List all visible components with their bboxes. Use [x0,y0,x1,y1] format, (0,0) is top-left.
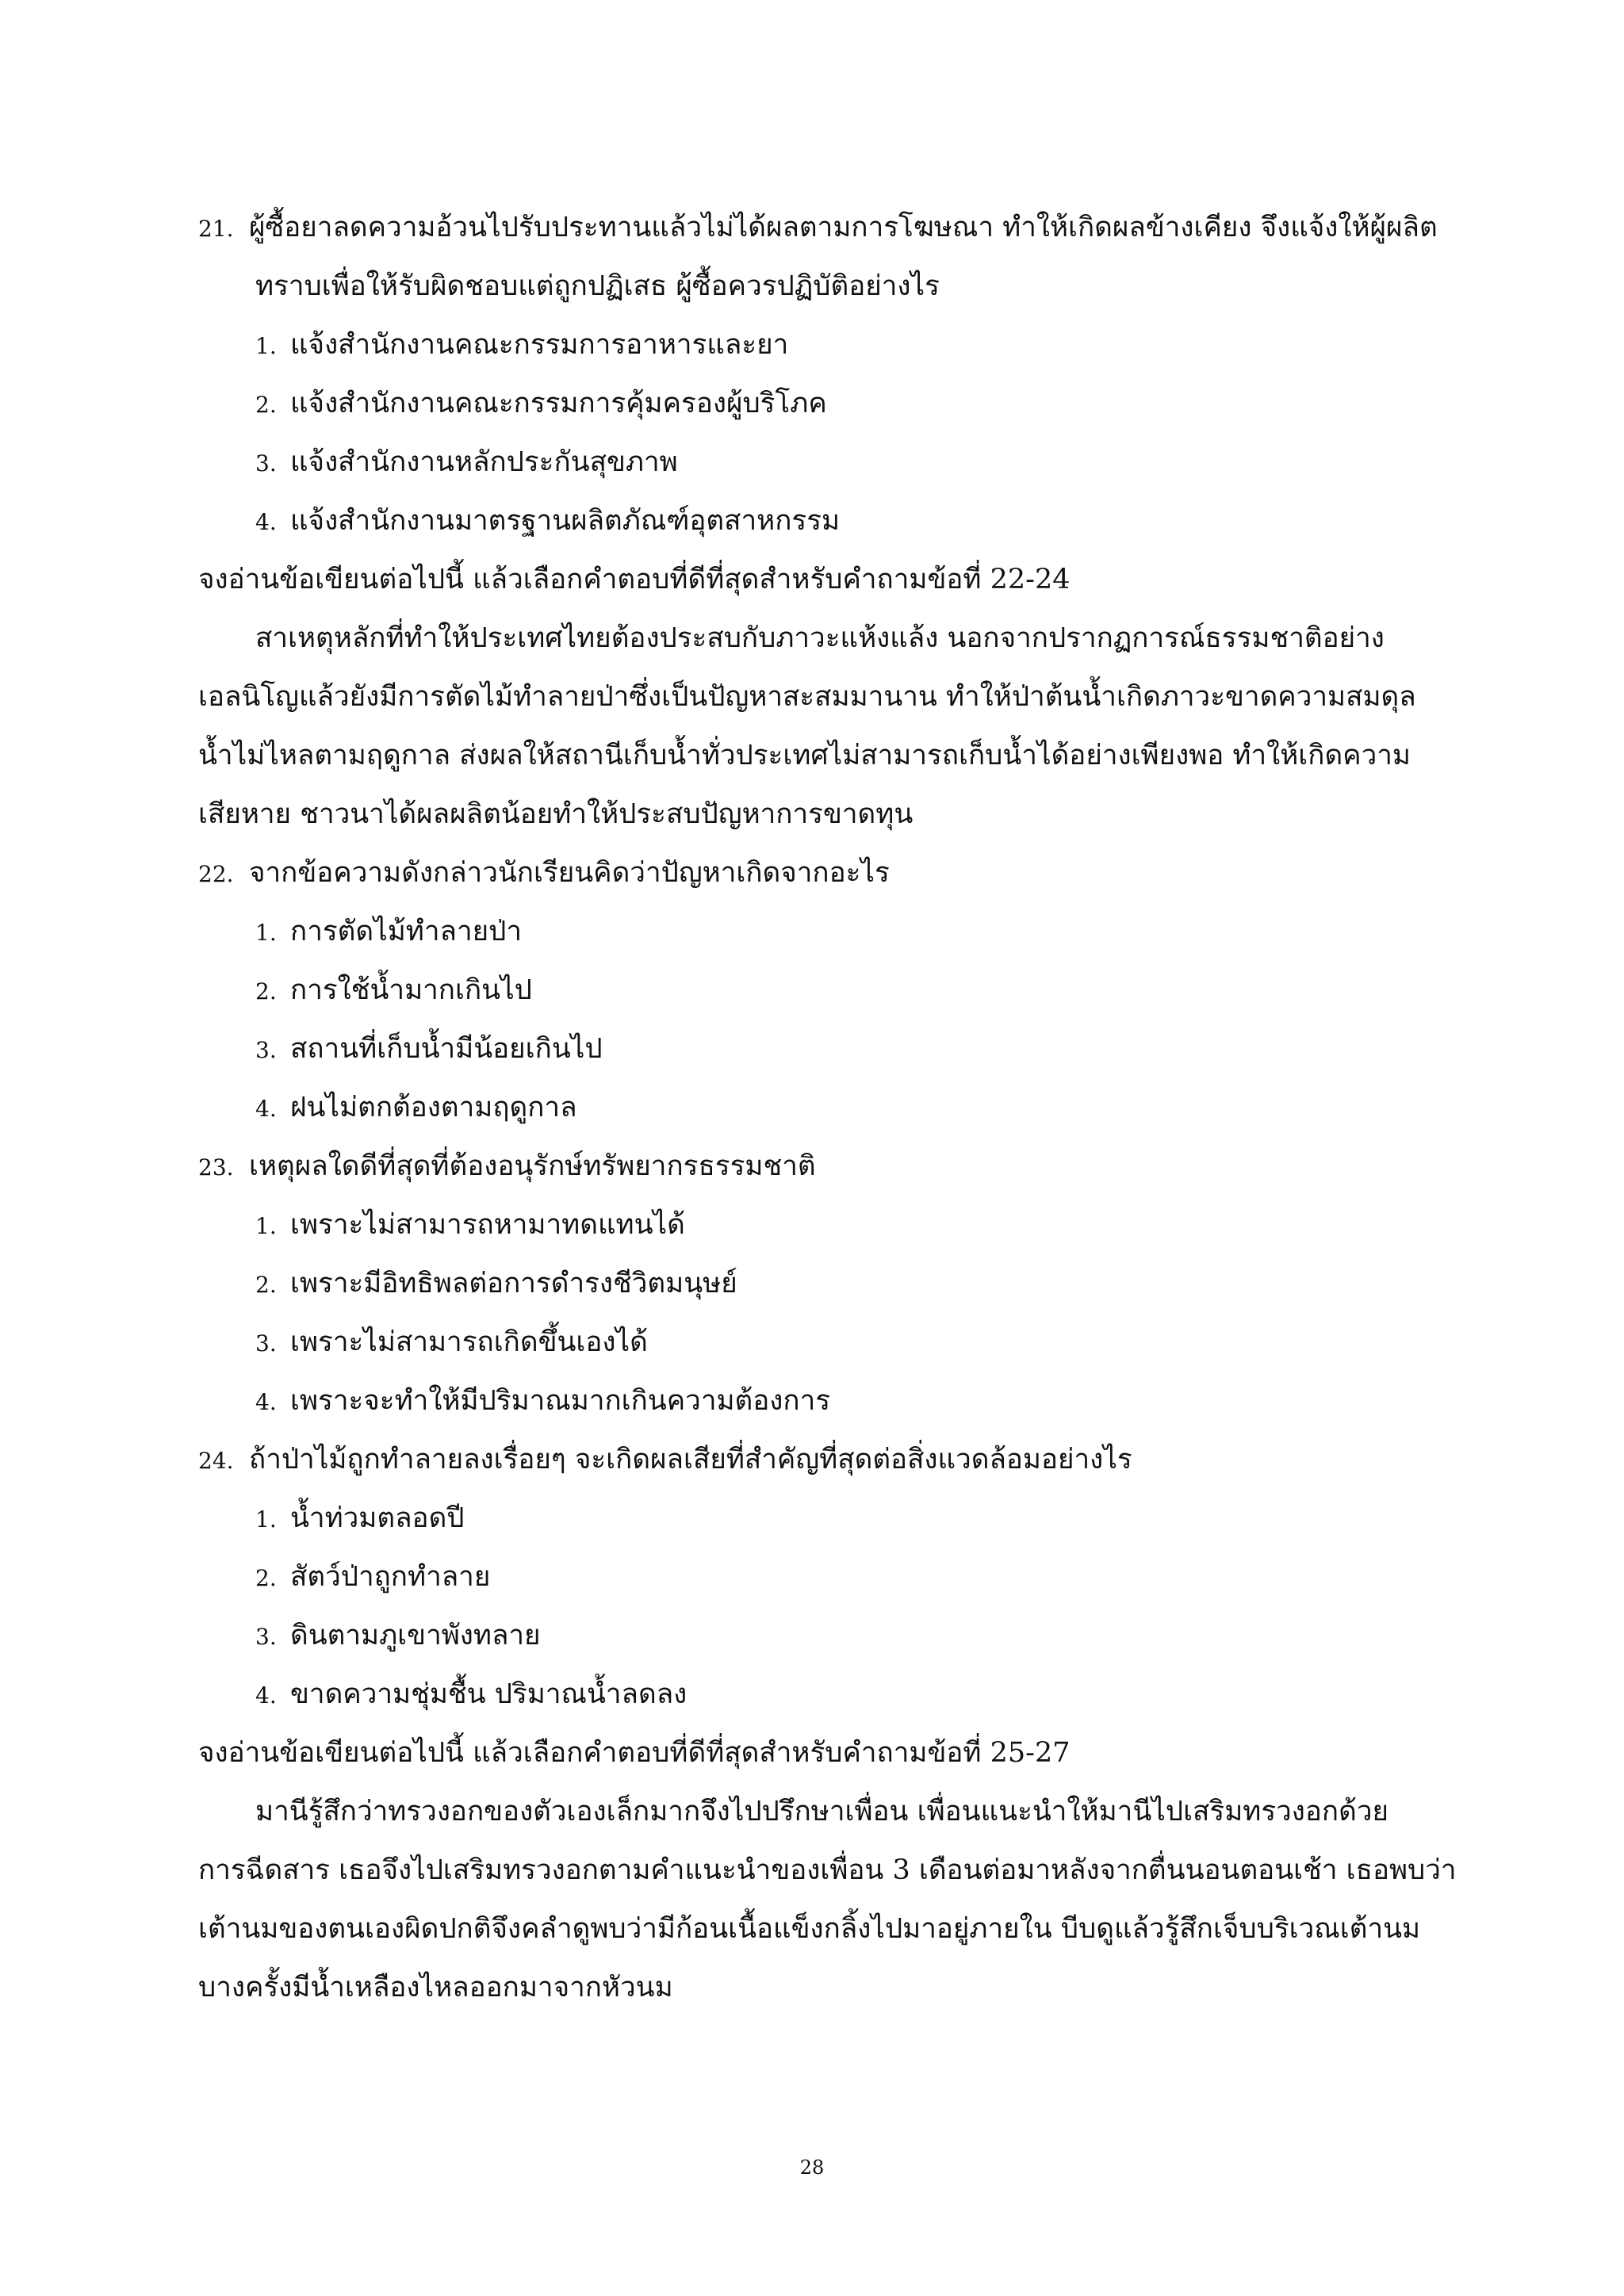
option-number: 2. [255,392,277,418]
option-text: ฝนไม่ตกต้องตามฤดูกาล [290,1092,577,1123]
option-item [255,387,827,420]
option-number: 4. [255,509,277,535]
question-21-continuation: ทราบเพื่อให้รับผิดชอบแต่ถูกปฏิเสธ ผู้ซื้อควรปฏิบัติอย่างไร [255,270,940,302]
option-text: การตัดไม้ทำลายป่า [290,916,522,947]
passage-line: เอลนิโญแล้วยังมีการตัดไม้ทำลายป่าซึ่งเป็นปัญหาสะสมมานาน ทำให้ป่าต้นน้ำเกิดภาวะขาดความสมดุล [198,681,1416,713]
option-item [255,974,532,1007]
option-item [255,1619,541,1652]
option-item [255,1678,687,1711]
question-21 [198,211,1438,244]
passage-line: การฉีดสาร เธอจึงไปเสริมทรวงอกตามคำแนะนำของเพื่อน 3 เดือนต่อมาหลังจากตื่นนอนตอนเช้า เธอพบว่า [198,1854,1457,1886]
option-number: 3. [255,1037,277,1063]
option-text: เพราะไม่สามารถหามาทดแทนได้ [290,1209,685,1241]
passage-line: เต้านมของตนเองผิดปกติจึงคลำดูพบว่ามีก้อนเนื้อแข็งกลิ้งไปมาอยู่ภายใน บีบดูแล้วรู้สึกเจ็บบริเวณเต้านม [198,1913,1421,1945]
option-number: 1. [255,1506,277,1533]
passage-line: บางครั้งมีน้ำเหลืองไหลออกมาจากหัวนม [198,1972,673,2003]
instruction-25-27: จงอ่านข้อเขียนต่อไปนี้ แล้วเลือกคำตอบที่ดีที่สุดสำหรับคำถามข้อที่ 25-27 [198,1737,1071,1769]
passage-line: สาเหตุหลักที่ทำให้ประเทศไทยต้องประสบกับภาวะแห้งแล้ง นอกจากปรากฏการณ์ธรรมชาติอย่าง [255,622,1385,654]
option-item [255,328,788,362]
option-text: สัตว์ป่าถูกทำลาย [290,1561,491,1593]
option-text: ขาดความชุ่มชื้น ปริมาณน้ำลดลง [290,1678,688,1710]
option-number: 2. [255,1565,277,1591]
option-text: ดินตามภูเขาพังทลาย [290,1620,541,1651]
option-text: การใช้น้ำมากเกินไป [290,974,532,1006]
option-number: 3. [255,1330,277,1357]
option-number: 1. [255,1213,277,1239]
option-number: 1. [255,920,277,946]
option-item [255,1032,603,1066]
option-number: 3. [255,1624,277,1650]
option-text: น้ำท่วมตลอดปี [290,1502,465,1534]
option-text: เพราะจะทำให้มีปริมาณมากเกินความต้องการ [290,1385,831,1417]
question-text: ถ้าป่าไม้ถูกทำลายลงเรื่อยๆ จะเกิดผลเสียที่สำคัญที่สุดต่อสิ่งแวดล้อมอย่างไร [249,1444,1132,1475]
option-item [255,1326,648,1359]
question-number: 22. [198,861,234,887]
option-item [255,1560,490,1594]
option-item [255,1091,577,1124]
option-item [255,1267,737,1300]
option-text: สถานที่เก็บน้ำมีน้อยเกินไป [290,1033,603,1065]
option-text: แจ้งสำนักงานคณะกรรมการอาหารและยา [290,329,789,361]
question-text: จากข้อความดังกล่าวนักเรียนคิดว่าปัญหาเกิดจากอะไร [249,857,890,889]
option-text: แจ้งสำนักงานคณะกรรมการคุ้มครองผู้บริโภค [290,388,827,419]
passage-line: มานีรู้สึกว่าทรวงอกของตัวเองเล็กมากจึงไปปรึกษาเพื่อน เพื่อนแนะนำให้มานีไปเสริมทรวงอกด้วย [255,1796,1388,1827]
option-number: 4. [255,1389,277,1415]
option-number: 4. [255,1682,277,1709]
option-number: 2. [255,1272,277,1298]
option-item [255,1384,830,1418]
passage-line: เสียหาย ชาวนาได้ผลผลิตน้อยทำให้ประสบปัญหาการขาดทุน [198,798,914,830]
option-number: 3. [255,450,277,476]
option-item [255,446,678,479]
question-text: ผู้ซื้อยาลดความอ้วนไปรับประทานแล้วไม่ได้ผลตามการโฆษณา ทำให้เกิดผลข้างเคียง จึงแจ้งให้ผู้ผลิต [249,212,1438,243]
question-23 [198,1150,816,1183]
option-text: แจ้งสำนักงานหลักประกันสุขภาพ [290,446,678,478]
option-text: เพราะมีอิทธิพลต่อการดำรงชีวิตมนุษย์ [290,1268,737,1299]
option-number: 1. [255,333,277,359]
option-item [255,915,522,948]
option-number: 2. [255,978,277,1004]
question-24 [198,1443,1132,1476]
option-number: 4. [255,1096,277,1122]
option-item [255,1208,685,1242]
question-number: 23. [198,1154,234,1181]
option-text: เพราะไม่สามารถเกิดขึ้นเองได้ [290,1326,648,1358]
question-number: 21. [198,216,234,242]
page-number: 28 [799,2156,825,2179]
question-text: เหตุผลใดดีที่สุดที่ต้องอนุรักษ์ทรัพยากรธรรมชาติ [249,1150,816,1182]
question-number: 24. [198,1448,234,1474]
option-item [255,1502,465,1535]
passage-line: น้ำไม่ไหลตามฤดูกาล ส่งผลให้สถานีเก็บน้ำทั่วประเทศไม่สามารถเก็บน้ำได้อย่างเพียงพอ ทำให้เกิดความ [198,740,1411,771]
instruction-22-24: จงอ่านข้อเขียนต่อไปนี้ แล้วเลือกคำตอบที่ดีที่สุดสำหรับคำถามข้อที่ 22-24 [198,564,1071,595]
question-22 [198,856,890,890]
option-item [255,504,840,538]
option-text: แจ้งสำนักงานมาตรฐานผลิตภัณฑ์อุตสาหกรรม [290,505,841,537]
